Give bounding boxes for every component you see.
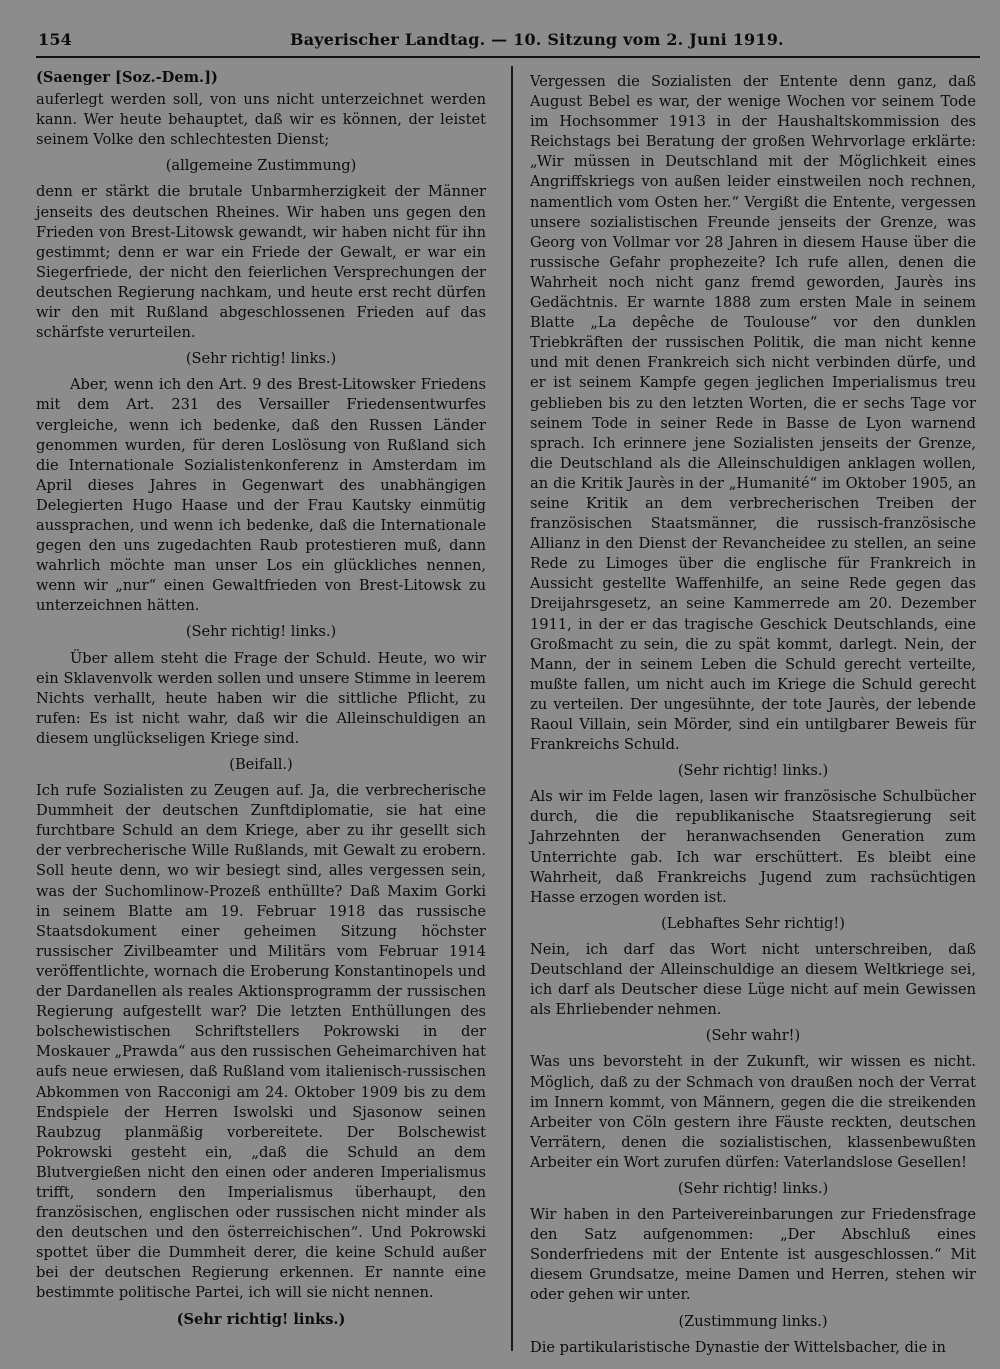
reaction: (Zustimmung links.) bbox=[678, 1312, 828, 1330]
paragraph: Wir haben in den Parteivereinbarungen zur Friedensfrage den Satz aufgenommen: „Der Abschluß eines Sonderfriedens mit der Entente ist ausgeschlossen.“ Mit diesem Grundsatze, meine Damen und Herren, stehen wir oder gehen wir unter. bbox=[530, 1206, 976, 1304]
reaction: (Sehr richtig! links.) bbox=[185, 623, 337, 641]
paragraph: Ich rufe Sozialisten zu Zeugen auf. Ja, die verbrecherische Dummheit der deutschen Zunftdiplomatie, sie hat eine furchtbare Schuld an dem Kriege, aber zu ihr gesellt sich der verbrecherische Wille Rußlands, mit Gewalt zu erobern. Soll heute denn, wo wir besiegt sind, alles vergessen sein, was der Suchomlinow-Prozeß enthüllte? Daß Maxim Gorki in seinem Blatte am 19. Februar 1918 das russische Staatsdokument einer geheimen Sitzung höchster russischer Zivilbeamter und Militärs vom Februar 1914 veröffentlichte, wornach die Eroberung Konstantinopels und der Dardanellen als reales Aktionsprogramm der russischen Regierung aufgestellt war? Die letzten Enthüllungen des bolschewistischen Schriftstellers Pokrowski in der Moskauer „Prawda“ aus den russischen Geheimarchiven hat aufs neue erwiesen, daß Rußland vom italienisch-russischen Abkommen von Racconigi am 24. Oktober 1909 bis zu dem Endspiele der Herren Iswolski und Sjasonow seinen Raubzug planmäßig vorbereitete. Der Bolschewist Pokrowski gesteht ein, „daß die Schuld an dem Blutvergießen nicht den einen oder anderen Imperialismus trifft, sondern den Imperialismus überhaupt, den französischen, englischen oder russischen nicht minder als den deutschen und den österreichischen“. Und Pokrowski spottet über die Dummheit derer, die keine Schuld außer bei der deutschen Regierung erkennen. Er nannte eine bestimmte politische Partei, ich will sie nicht nennen. bbox=[36, 782, 486, 1302]
reaction: (allgemeine Zustimmung) bbox=[165, 157, 357, 175]
paragraph: denn er stärkt die brutale Unbarmherzigkeit der Männer jenseits des deutschen Rheines. Wir haben uns gegen den Frieden von Brest-Litowsk gewandt, wir haben nicht für ihn gestimmt; denn er war ein Friede der Gewalt, er war ein Siegerfriede, der nicht den feierlichen Versprechungen der deutschen Regierung nachkam, und heute erst recht dürfen wir den mit Rußland abgeschlossenen Frieden auf das schärfste verurteilen. bbox=[36, 183, 486, 342]
paragraph: Aber, wenn ich den Art. 9 des Brest-Litowsker Friedens mit dem Art. 231 des Versailler Friedensentwurfes vergleiche, wenn ich bedenke, daß den Russen Länder genommen wurden, für deren Loslösung von Rußland sich die Internationale Sozialistenkonferenz in Amsterdam im April dieses Jahres in Gegenwart des unabhängigen Delegierten Hugo Haase und der Frau Kautsky einmütig aussprachen, und wenn ich bedenke, daß die Internationale gegen den uns zugedachten Raub protestieren muß, dann wahrlich möchte man unser Los ein glückliches nennen, wenn wir „nur“ einen Gewaltfrieden von Brest-Litowsk zu unterzeichnen hätten. bbox=[36, 376, 486, 615]
speaker-label: (Saenger [Soz.-Dem.]) bbox=[36, 69, 218, 86]
right-column bbox=[530, 72, 976, 1358]
reaction: (Sehr richtig! links.) bbox=[677, 1179, 829, 1197]
paragraph: Vergessen die Sozialisten der Entente denn ganz, daß August Bebel es war, der wenige Wochen vor seinem Tode im Hochsommer 1913 in der Haushaltskommission des Reichstags bei Beratung der großen Wehrvorlage erklärte: „Wir müssen in Deutschland mit der Möglichkeit eines Angriffskriegs von außen leider einstweilen noch rechnen, namentlich vom Osten her.“ Vergißt die Entente, vergessen unsere sozialistischen Freunde jenseits der Grenze, was Georg von Vollmar vor 28 Jahren in diesem Hause über die russische Gefahr prophezeite? Ich rufe allen, denen die Wahrheit noch nicht ganz fremd geworden, Jaurès ins Gedächtnis. Er warnte 1888 zum ersten Male in seinem Blatte „La depêche de Toulouse“ vor den dunklen Triebkräften der russischen Politik, die man nicht kenne und mit denen Frankreich sich nicht verbinden dürfe, und er ist seinem Kampfe gegen jeglichen Imperialismus treu geblieben bis zu den letzten Worten, die er sechs Tage vor seinem Tode in seiner Rede in Basse de Lyon warnend sprach. Ich erinnere jene Sozialisten jenseits der Grenze, die Deutschland als die Alleinschuldigen anklagen wollen, an die Kritik Jaurès in der „Humanité“ im Oktober 1905, an seine Kritik an dem verbrecherischen Treiben der französischen Staatsmänner, die russisch-französische Allianz in den Dienst der Revancheidee zu stellen, an seine Rede zu Limoges über die englische für Frankreich in Aussicht gestellte Waffenhilfe, an seine Rede gegen das Dreijahrsgesetz, an seine Kammerrede am 20. Dezember 1911, in der er das tragische Geschick Deutschlands, eine Großmacht zu sein, die zu spät kommt, darlegt. Nein, der Mann, der in seinem Leben die Schuld gerecht verteilte, mußte fallen, um nicht auch im Kriege die Schuld gerecht zu verteilen. Der ungesühnte, der tote Jaurès, der lebende Raoul Villain, sein Mörder, sind ein untilgbarer Beweis für Frankreichs Schuld. bbox=[530, 73, 976, 754]
reaction: (Sehr wahr!) bbox=[705, 1027, 801, 1045]
column-divider bbox=[511, 66, 513, 1351]
paragraph: Die partikularistische Dynastie der Wittelsbacher, die in bbox=[530, 1338, 946, 1356]
reaction: (Sehr richtig! links.) bbox=[176, 1310, 346, 1328]
paragraph: auferlegt werden soll, von uns nicht unterzeichnet werden kann. Wer heute behauptet, daß wir es können, der leistet seinem Volke den schlechtesten Dienst; bbox=[36, 91, 486, 149]
page-number: 154 bbox=[38, 30, 72, 49]
paragraph: Was uns bevorsteht in der Zukunft, wir wissen es nicht. Möglich, daß zu der Schmach von draußen noch der Verrat im Innern kommt, von Männern, gegen die die streikenden Arbeiter von Cöln gestern ihre Fäuste reckten, deutschen Verrätern, denen die sozialistischen, klassenbewußten Arbeiter ein Wort zurufen dürfen: Vaterlandslose Gesellen! bbox=[530, 1053, 976, 1171]
page-header bbox=[38, 30, 980, 54]
paragraph: Als wir im Felde lagen, lasen wir französische Schulbücher durch, die die republikanische Staatsregierung seit Jahrzehnten der heranwachsenden Generation zum Unterrichte gab. Ich war erschüttert. Es bleibt eine Wahrheit, daß Frankreichs Jugend zum rachsüchtigen Hasse erzogen worden ist. bbox=[530, 788, 976, 906]
paragraph: Nein, ich darf das Wort nicht unterschreiben, daß Deutschland der Alleinschuldige an diesem Weltkriege sei, ich darf als Deutscher diese Lüge nicht auf mein Gewissen als Ehrliebender nehmen. bbox=[530, 940, 976, 1019]
reaction: (Beifall.) bbox=[229, 756, 293, 773]
reaction: (Sehr richtig! links.) bbox=[677, 762, 829, 780]
header-rule bbox=[36, 56, 980, 58]
left-column bbox=[36, 68, 486, 1336]
reaction: (Sehr richtig! links.) bbox=[185, 350, 337, 368]
paragraph: Über allem steht die Frage der Schuld. Heute, wo wir ein Sklavenvolk werden sollen und unsere Stimme in leerem Nichts verhallt, heute haben wir die sittliche Pflicht, zu rufen: Es ist nicht wahr, daß wir die Alleinschuldigen an diesem unglückseligen Kriege sind. bbox=[36, 649, 486, 747]
running-title: Bayerischer Landtag. — 10. Sitzung vom 2. Juni 1919. bbox=[290, 30, 784, 49]
reaction: (Lebhaftes Sehr richtig!) bbox=[661, 914, 845, 932]
